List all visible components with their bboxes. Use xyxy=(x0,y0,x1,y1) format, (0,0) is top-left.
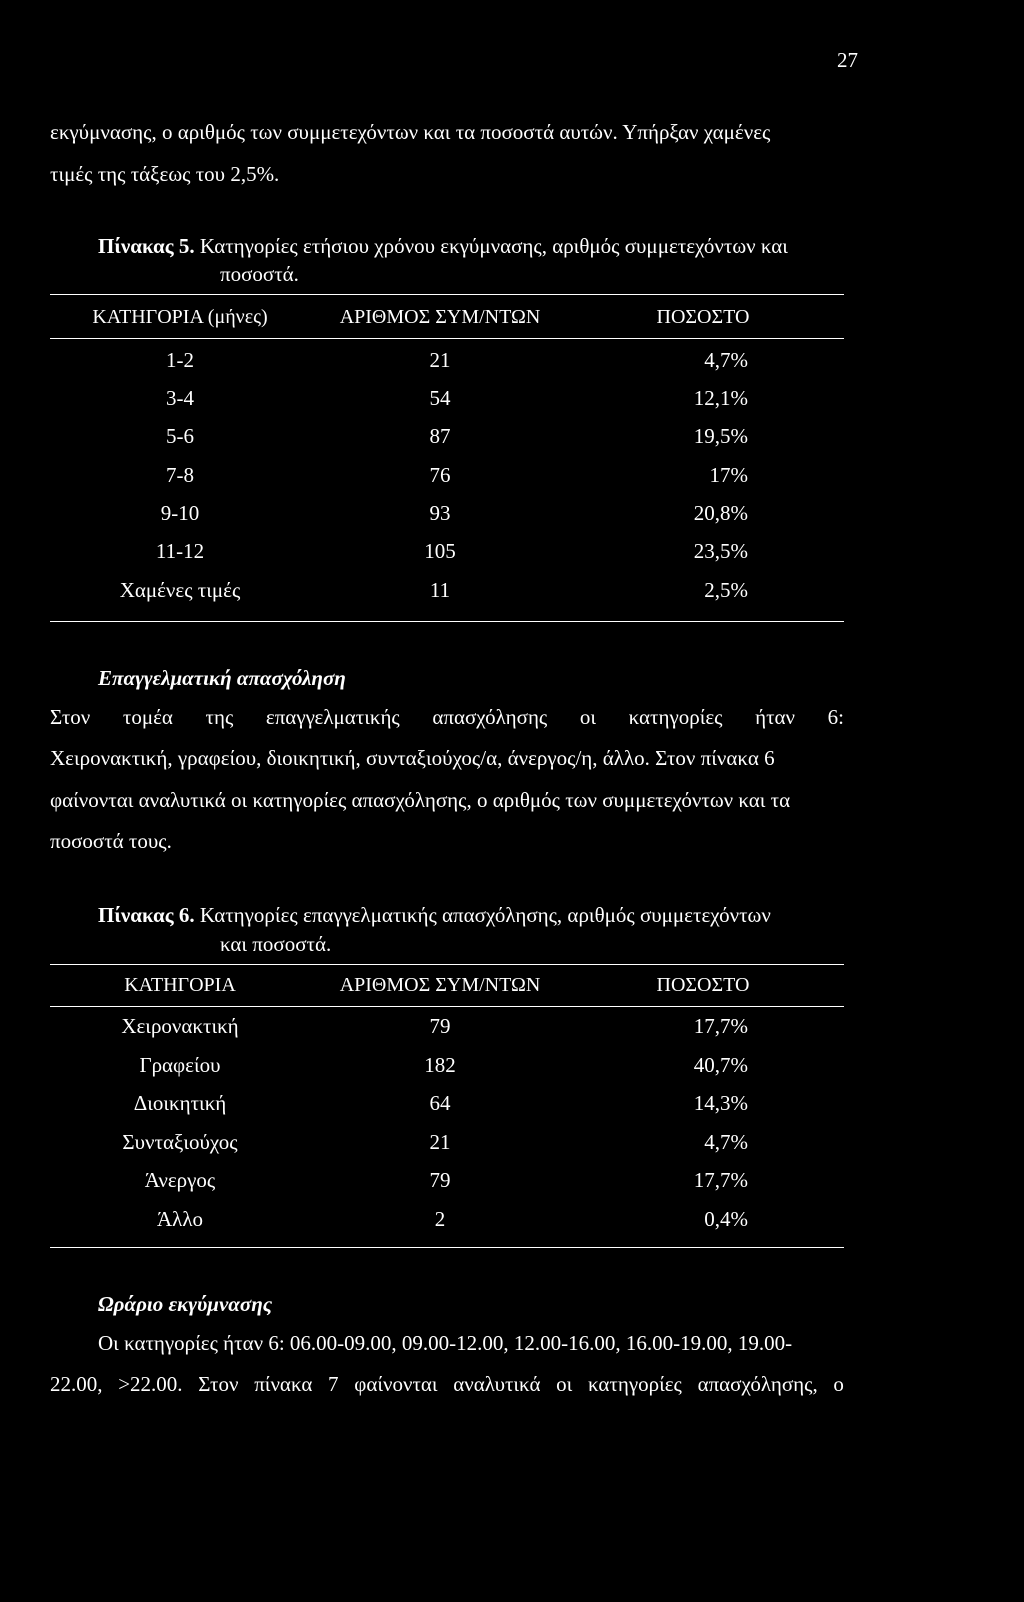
table-row xyxy=(0,578,1024,608)
word: 22.00, xyxy=(50,1372,103,1396)
table6-cell-percent: 4,7% xyxy=(704,1130,748,1154)
table6-cell-count: 182 xyxy=(424,1053,456,1077)
word: κατηγορίες xyxy=(588,1372,682,1396)
table5-cell-category: 5-6 xyxy=(166,424,194,448)
word: απασχόλησης xyxy=(432,705,548,729)
table5-caption-text: Κατηγορίες ετήσιου χρόνου εκγύμνασης, αριθμός συμμετεχόντων και xyxy=(199,234,788,258)
word: ο xyxy=(833,1372,844,1396)
word: αναλυτικά xyxy=(453,1372,541,1396)
schedule-line-2 xyxy=(50,1372,844,1397)
table5-header-category: ΚΑΤΗΓΟΡΙΑ (μήνες) xyxy=(92,306,268,328)
table6-caption xyxy=(98,903,771,928)
intro-line-1: εκγύμνασης, ο αριθμός των συμμετεχόντων και τα ποσοστά αυτών. Υπήρξαν χαμένες xyxy=(50,120,771,144)
table6-cell-category: Διοικητική xyxy=(133,1091,227,1115)
table6-cell-category: Άνεργος xyxy=(144,1168,216,1192)
table5-caption xyxy=(98,234,788,259)
table6-header-count: ΑΡΙΘΜΟΣ ΣΥΜ/ΝΤΩΝ xyxy=(339,974,541,996)
table5-cell-percent: 17% xyxy=(709,463,748,487)
table5-cell-count: 11 xyxy=(429,578,451,602)
table5-top-rule xyxy=(50,294,844,295)
table5-caption-label: Πίνακας 5. xyxy=(98,234,195,258)
section-heading-employment: Επαγγελματική απασχόληση xyxy=(98,666,346,690)
table6-cell-percent: 17,7% xyxy=(693,1168,748,1192)
table6-cell-percent: 17,7% xyxy=(693,1014,748,1038)
word: πίνακα xyxy=(254,1372,313,1396)
table5-cell-count: 87 xyxy=(429,424,451,448)
word: 6: xyxy=(827,705,844,729)
table5-cell-category: 1-2 xyxy=(166,348,194,372)
table6-cell-count: 79 xyxy=(429,1014,451,1038)
table5-bottom-rule xyxy=(50,621,844,622)
table5-cell-percent: 2,5% xyxy=(704,578,748,602)
table6-caption-text: Κατηγορίες επαγγελματικής απασχόλησης, αριθμός συμμετεχόντων xyxy=(199,903,771,927)
employment-line-2: Χειρονακτική, γραφείου, διοικητική, συνταξιούχος/α, άνεργος/η, άλλο. Στον πίνακα 6 xyxy=(50,746,775,770)
table5-cell-percent: 12,1% xyxy=(693,386,748,410)
table-row xyxy=(0,1207,1024,1237)
table6-top-rule xyxy=(50,964,844,965)
employment-line-1 xyxy=(50,705,844,730)
table-row xyxy=(0,463,1024,493)
page-number: 27 xyxy=(837,48,858,72)
table6-cell-percent: 40,7% xyxy=(693,1053,748,1077)
word: >22.00. xyxy=(118,1372,183,1396)
word: οι xyxy=(579,705,597,729)
table5-cell-category: 11-12 xyxy=(155,539,205,563)
table-row xyxy=(0,1091,1024,1121)
employment-line-4: ποσοστά τους. xyxy=(50,829,172,853)
table6-cell-category: Άλλο xyxy=(156,1207,204,1231)
word: επαγγελματικής xyxy=(265,705,400,729)
word: ήταν xyxy=(755,705,796,729)
table5-cell-percent: 23,5% xyxy=(693,539,748,563)
table-row xyxy=(0,1130,1024,1160)
table-row xyxy=(0,424,1024,454)
table5-cell-percent: 4,7% xyxy=(704,348,748,372)
schedule-line-1: Οι κατηγορίες ήταν 6: 06.00-09.00, 09.00-12.00, 12.00-16.00, 16.00-19.00, 19.00- xyxy=(98,1331,793,1355)
table6-cell-category: Χειρονακτική xyxy=(121,1014,239,1038)
table6-header-rule xyxy=(50,1006,844,1007)
table6-cell-count: 2 xyxy=(434,1207,446,1231)
word: απασχόλησης, xyxy=(697,1372,818,1396)
table-row xyxy=(0,1014,1024,1044)
table6-caption-label: Πίνακας 6. xyxy=(98,903,195,927)
employment-line-3: φαίνονται αναλυτικά οι κατηγορίες απασχόλησης, ο αριθμός των συμμετεχόντων και τα xyxy=(50,788,791,812)
table-row xyxy=(0,1168,1024,1198)
word: 7 xyxy=(328,1372,339,1396)
word: Στον xyxy=(198,1372,239,1396)
word: Στον xyxy=(50,705,91,729)
table6-header-percent: ΠΟΣΟΣΤΟ xyxy=(656,974,750,996)
table-row xyxy=(0,348,1024,378)
table6-cell-percent: 14,3% xyxy=(693,1091,748,1115)
table5-cell-count: 21 xyxy=(429,348,451,372)
table6-cell-count: 79 xyxy=(429,1168,451,1192)
table-row xyxy=(0,501,1024,531)
table6-cell-category: Συνταξιούχος xyxy=(122,1130,238,1154)
table6-cell-count: 21 xyxy=(429,1130,451,1154)
table5-cell-percent: 19,5% xyxy=(693,424,748,448)
table6-bottom-rule xyxy=(50,1247,844,1248)
table5-cell-category: 7-8 xyxy=(166,463,194,487)
table6-header-row xyxy=(0,974,1024,1004)
table-row xyxy=(0,386,1024,416)
table5-cell-category: Χαμένες τιμές xyxy=(119,578,241,602)
table5-header-percent: ΠΟΣΟΣΤΟ xyxy=(656,306,750,328)
table5-cell-count: 76 xyxy=(429,463,451,487)
table6-header-category: ΚΑΤΗΓΟΡΙΑ xyxy=(124,974,236,996)
table6-cell-category: Γραφείου xyxy=(139,1053,221,1077)
table-row xyxy=(0,539,1024,569)
word: φαίνονται xyxy=(354,1372,438,1396)
table5-header-row xyxy=(0,306,1024,336)
table6-caption-cont: και ποσοστά. xyxy=(220,932,332,956)
intro-line-2: τιμές της τάξεως του 2,5%. xyxy=(50,162,280,186)
table5-header-count: ΑΡΙΘΜΟΣ ΣΥΜ/ΝΤΩΝ xyxy=(339,306,541,328)
table-row xyxy=(0,1053,1024,1083)
table5-cell-count: 105 xyxy=(424,539,456,563)
word: οι xyxy=(556,1372,573,1396)
word: κατηγορίες xyxy=(628,705,723,729)
table5-cell-percent: 20,8% xyxy=(693,501,748,525)
table5-cell-category: 9-10 xyxy=(160,501,200,525)
table6-cell-percent: 0,4% xyxy=(704,1207,748,1231)
word: της xyxy=(205,705,234,729)
table5-cell-count: 93 xyxy=(429,501,451,525)
table5-header-rule xyxy=(50,338,844,339)
word: τομέα xyxy=(122,705,173,729)
table6-cell-count: 64 xyxy=(429,1091,451,1115)
table5-cell-count: 54 xyxy=(429,386,451,410)
table5-cell-category: 3-4 xyxy=(166,386,194,410)
section-heading-schedule: Ωράριο εκγύμνασης xyxy=(98,1292,273,1316)
table5-caption-cont: ποσοστά. xyxy=(220,262,299,286)
